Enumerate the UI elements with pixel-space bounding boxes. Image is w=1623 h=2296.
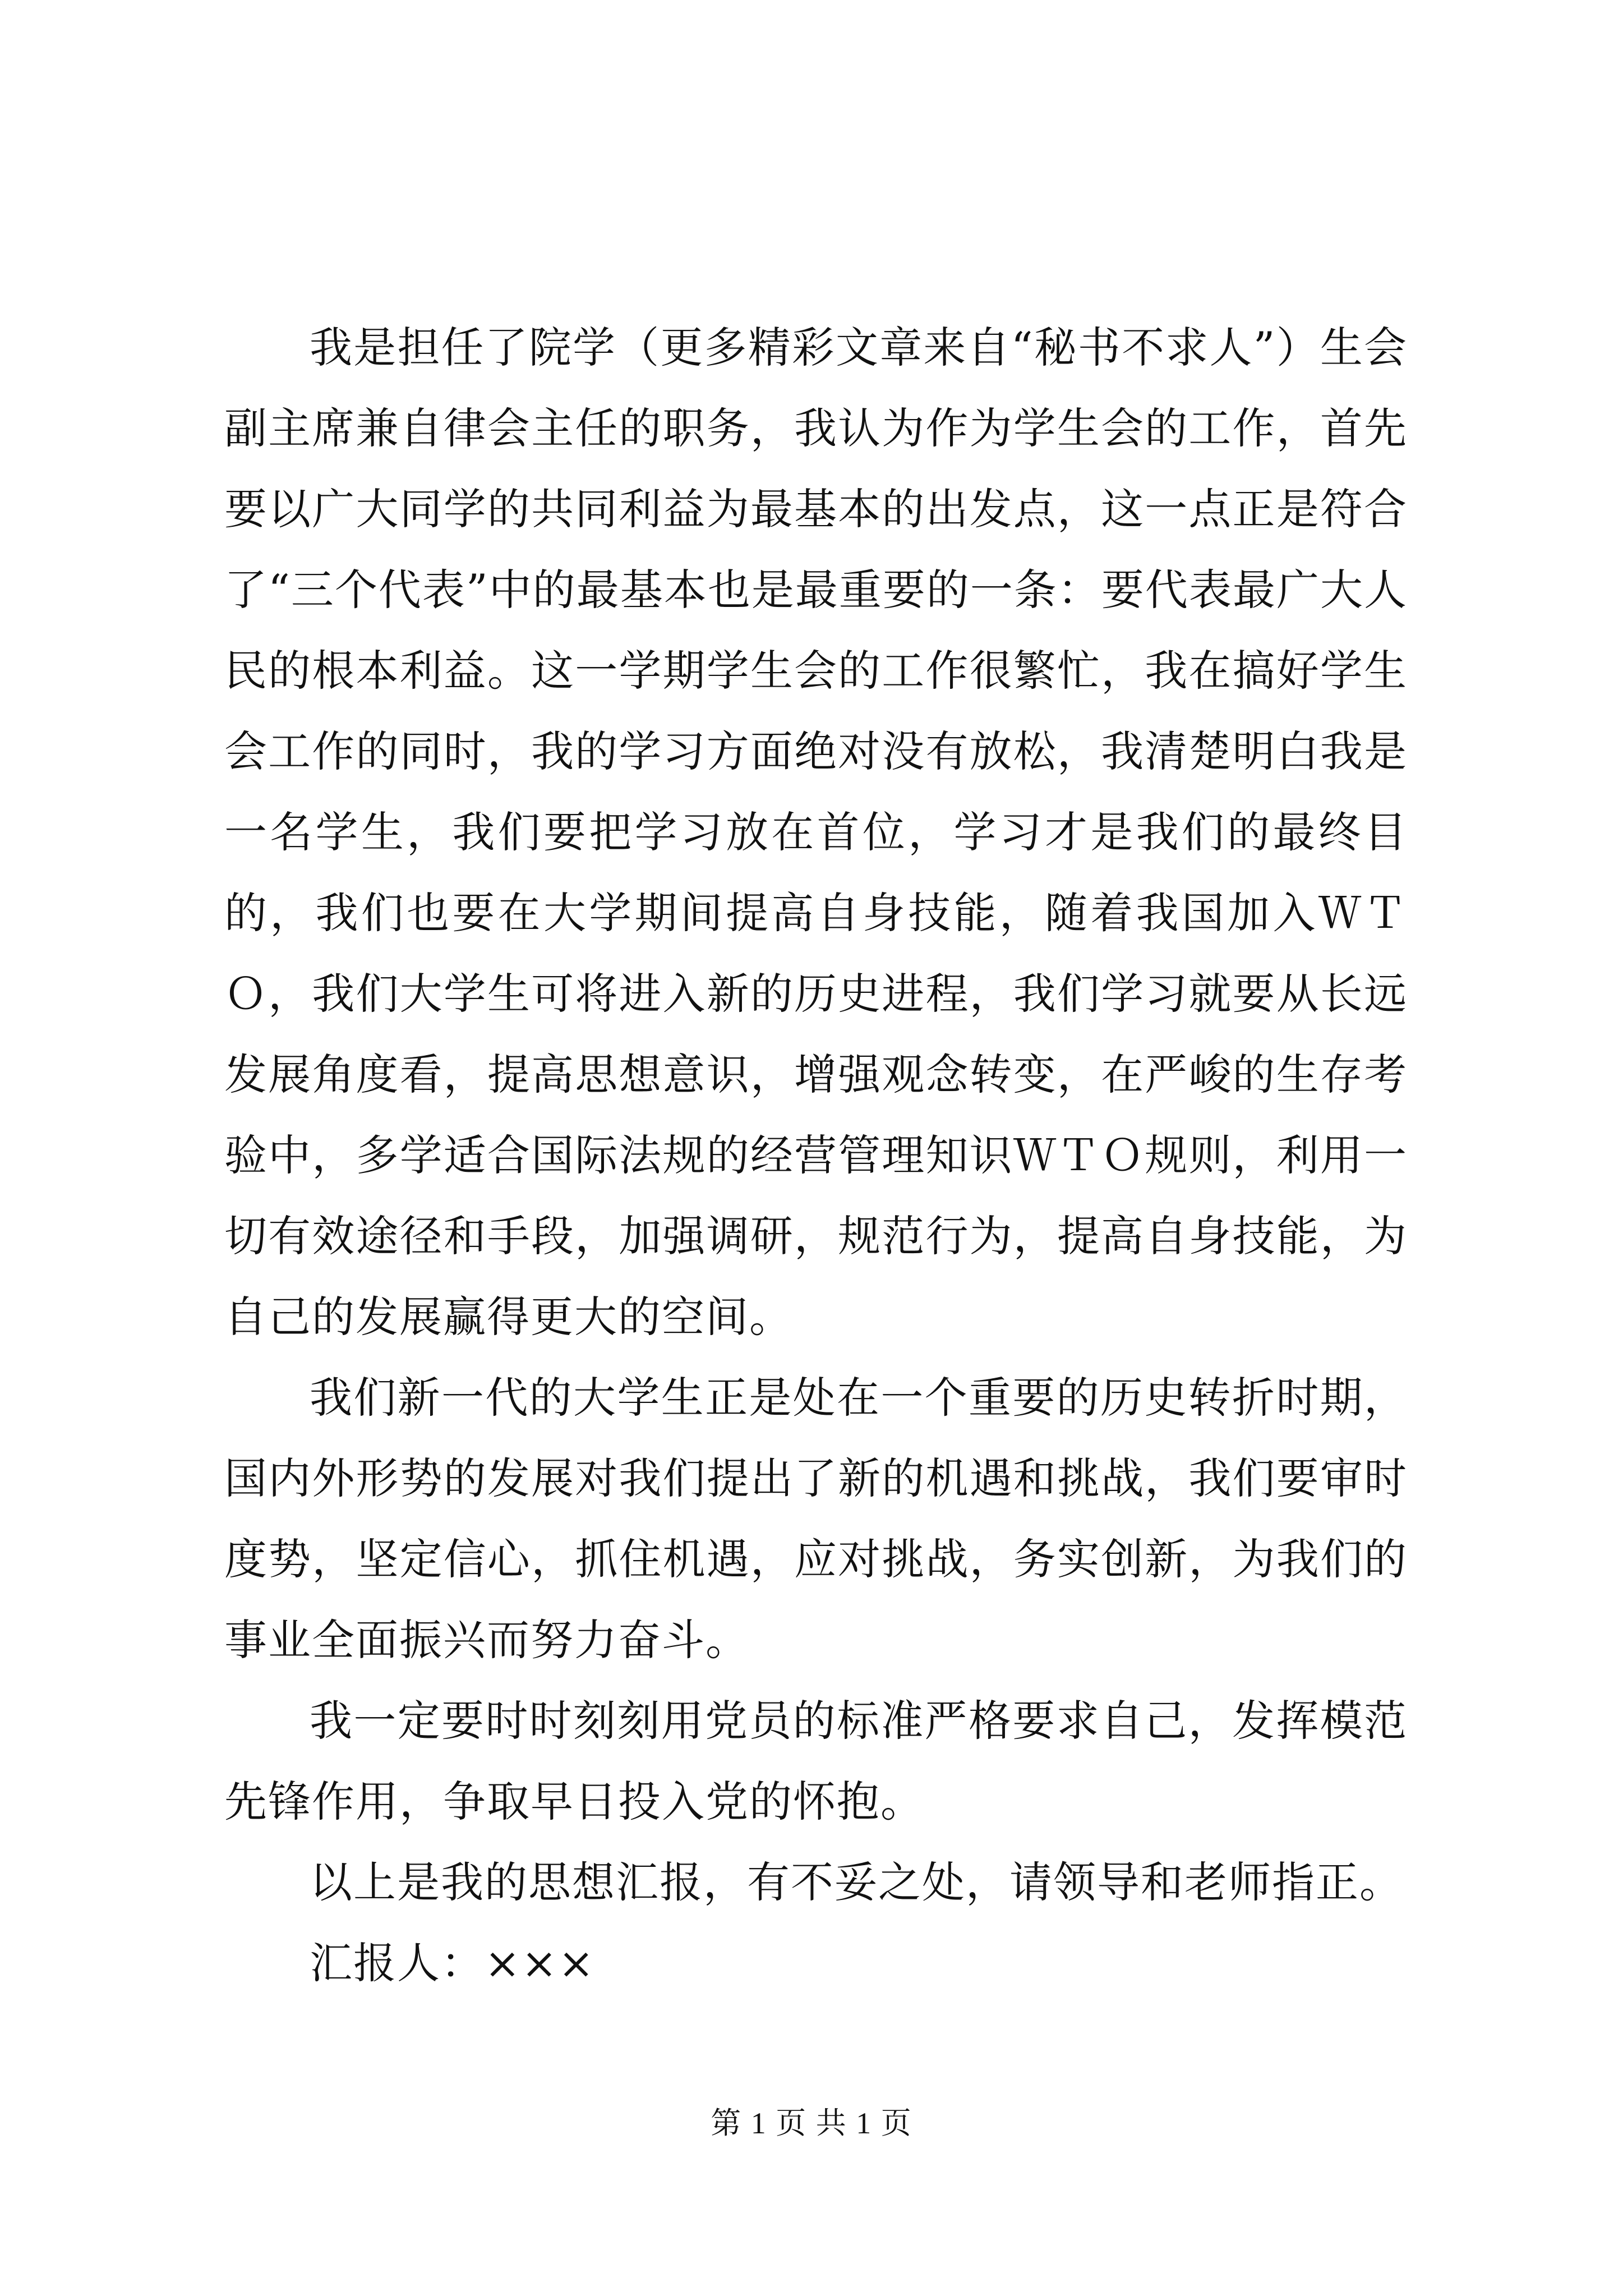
page-number-footer: 第 1 页 共 1 页 (711, 2106, 912, 2140)
document-body (224, 307, 1408, 2004)
paragraph-4: 以上是我的思想汇报，有不妥之处，请领导和老师指正。 (310, 1857, 1403, 1907)
paragraph-1: 我是担任了院学（更多精彩文章来自“秘书不求人”）生会副主席兼自律会主任的职务，我认为作为学生会的工作，首先要以广大同学的共同利益为最基本的出发点，这一点正是符合了“三个代表”中的最基本也是最重要的一条：要代表最广大人民的根本利益。这一学期学生会的工作很繁忙，我在搞好学生会工作的同时，我的学习方面绝对没有放松，我清楚明白我是一名学生，我们要把学习放在首位，学习才是我们的最终目的，我们也要在大学期间提高自身技能，随着我国加入ＷＴＯ，我们大学生可将进入新的历史进程，我们学习就要从长远发展角度看，提高思想意识，增强观念转变，在严峻的生存考验中，多学适合国际法规的经营管理知识ＷＴＯ规则，利用一切有效途径和手段，加强调研，规范行为，提高自身技能，为自己的发展赢得更大的空间。 (224, 323, 1408, 1342)
paragraph-3: 我一定要时时刻刻用党员的标准严格要求自己，发挥模范先锋作用，争取早日投入党的怀抱。 (224, 1696, 1408, 1826)
signature-line: 汇报人：××× (310, 1938, 596, 1988)
paragraph-2: 我们新一代的大学生正是处在一个重要的历史转折时期，国内外形势的发展对我们提出了新的机遇和挑战，我们要审时度势，坚定信心，抓住机遇，应对挑战，务实创新，为我们的事业全面振兴而努力奋斗。 (224, 1373, 1408, 1665)
